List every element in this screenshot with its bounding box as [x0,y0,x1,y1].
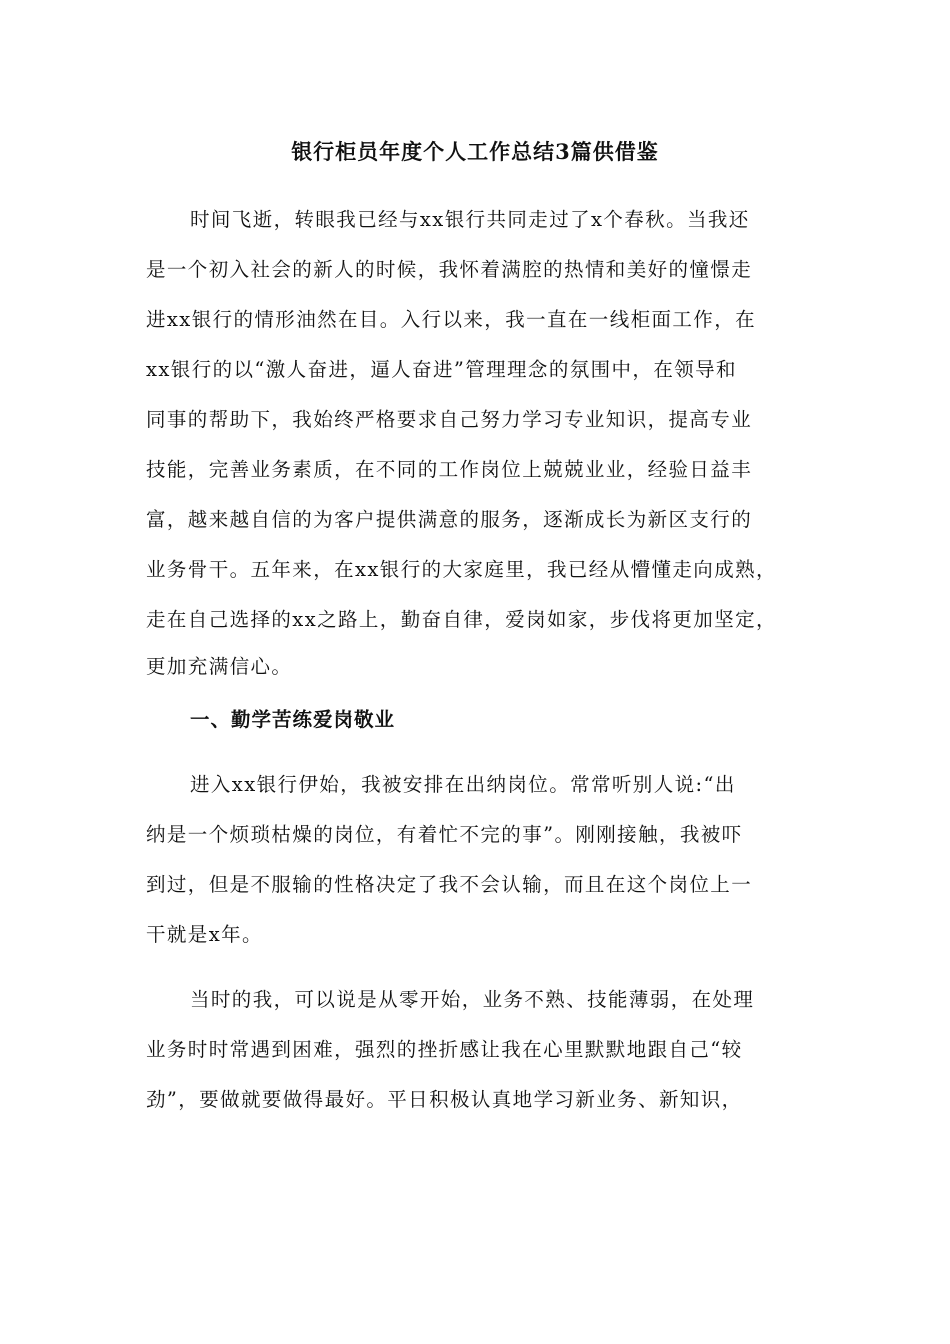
paragraph-1-line-1: 时间飞逝，转眼我已经与xx银行共同走过了x个春秋。当我还 [190,208,750,231]
paragraph-3-line-1: 当时的我，可以说是从零开始，业务不熟、技能薄弱，在处理 [190,988,755,1011]
paragraph-1-line-5: 同事的帮助下，我始终严格要求自己努力学习专业知识，提高专业 [146,408,753,431]
paragraph-1-line-6: 技能，完善业务素质，在不同的工作岗位上兢兢业业，经验日益丰 [146,458,753,481]
paragraph-3-line-2: 业务时时常遇到困难，强烈的挫折感让我在心里默默地跟自己“较 [146,1038,743,1061]
paragraph-1-line-9: 走在自己选择的xx之路上，勤奋自律，爱岗如家，步伐将更加坚定， [146,608,777,631]
document-title: 银行柜员年度个人工作总结3篇供借鉴 [291,139,659,164]
paragraph-2-line-4: 干就是x年。 [146,923,263,946]
section-heading: 一、勤学苦练爱岗敬业 [190,708,396,731]
paragraph-2-line-3: 到过，但是不服输的性格决定了我不会认输，而且在这个岗位上一 [146,873,753,896]
paragraph-1-line-7: 富，越来越自信的为客户提供满意的服务，逐渐成长为新区支行的 [146,508,753,531]
paragraph-1-line-3: 进xx银行的情形油然在目。入行以来，我一直在一线柜面工作，在 [146,308,756,331]
paragraph-1-line-8: 业务骨干。五年来，在xx银行的大家庭里，我已经从懵懂走向成熟， [146,558,777,581]
paragraph-2-line-1: 进入xx银行伊始，我被安排在出纳岗位。常常听别人说:“出 [190,773,736,796]
paragraph-1-line-2: 是一个初入社会的新人的时候，我怀着满腔的热情和美好的憧憬走 [146,258,753,281]
paragraph-2-line-2: 纳是一个烦琐枯燥的岗位，有着忙不完的事”。刚刚接触，我被吓 [146,823,743,846]
paragraph-3-line-3: 劲”，要做就要做得最好。平日积极认真地学习新业务、新知识， [146,1088,743,1111]
paragraph-1-line-4: xx银行的以“激人奋进，逼人奋进”管理理念的氛围中，在领导和 [146,358,737,381]
paragraph-1-line-10: 更加充满信心。 [146,655,293,678]
